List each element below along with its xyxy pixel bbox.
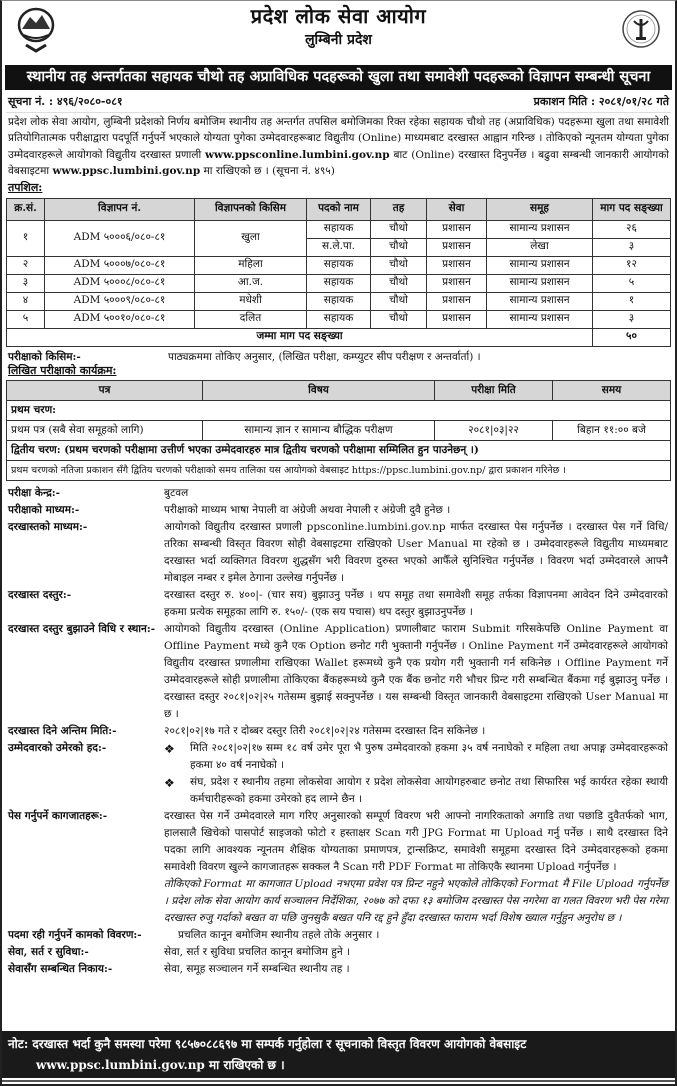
exam-medium-row — [6, 502, 671, 519]
documents-text: दरखास्त पेस गर्ने उम्मेदवारले माग गरिए अनुसारको सम्पूर्ण विवरण भरी आफ्नो नागरिकताको अगाडि तथा पछाडि दुवैतर्फको भाग, हालसालै खिचेको पासपोर्ट साइजको फोटो र हस्ताक्षर Scan गरी JPG Format मा Upload गर्नु पर्नेछ । साथै दरखास्त दिने पदका लागि आवश्यक न्यूनतम शैक्षिक योग्यताका प्रमाणपत्र, ट्रान्सक्रिप्ट, समावेशी समूहमा दरखास्त दिने उम्मेदवारहरूको हकमा समावेशी विवरण खुल्ने कागजातहरू सक्कल नै Scan गरी PDF Format मा तोकिएकै स्थानमा Upload गर्नुपर्नेछ । — [164, 810, 668, 874]
table-header-row — [7, 381, 671, 401]
application-medium-value: आयोगको विद्युतीय दरखास्त प्रणाली ppsconline.lumbini.gov.np मार्फत दरखास्त पेस गर्नुपर्नेछ । दरखास्त पेस गर्ने विधि/तरिका सम्बन्धी विस्तृत विवरण सोही वेबसाइटमा राखिएको User Manual मा रहेको छ । उम्मेदवारहरूले विद्युतीय माध्यमबाट दरखास्त भर्दा व्यक्तिगत विवरण शुद्धसँग भरी विवरण दुरुस्त भएको आफैँले सुनिश्चित गर्नुपर्नेछ । विवरण भर्दा उम्मेदवारले आफ्नै मोबाइल नम्बर र इमेल ठेगाना उल्लेख गर्नुपर्नेछ । — [164, 521, 668, 585]
documents-row — [6, 808, 671, 927]
age-limit-bullet: मिति २०८१|०२|१७ सम्म १८ वर्ष उमेर पूरा भै पुरुष उम्मेदवारको हकमा ३५ वर्ष ननाघेको र महिला तथा अपाङ्ग उम्मेदवारहरूको हकमा ४० वर्ष ननाघेको । — [190, 742, 668, 772]
intro-text: बाट (Online) दरखास्त दिनुपर्नेछ । बढुवा सम्बन्धी जानकारी आयोगको वेबसाइटमा — [8, 148, 669, 177]
footer-line-1: नोट: दरखास्त भर्दा कुनै समस्या परेमा ९८५७०८८६९७ मा सम्पर्क गर्नुहोला र सूचनाको विस्तृत विवरण आयोगको वेबसाइट — [8, 1037, 527, 1052]
cell-level: चौथो — [371, 220, 427, 238]
deadline-label: दरखास्त दिने अन्तिम मिति:- — [8, 725, 117, 738]
cell-group: सामान्य प्रशासन — [487, 274, 593, 292]
cell-post: सहायक — [307, 310, 371, 328]
col-service: सेवा — [427, 198, 487, 220]
exam-center-label: परीक्षा केन्द्र:- — [8, 487, 60, 500]
col-exam-date: परीक्षा मिति — [435, 381, 553, 401]
cell-group: सामान्य प्रशासन — [487, 220, 593, 238]
age-limit-row — [6, 740, 671, 808]
cell-ad-no: ADM ५००१०/०८०-८१ — [45, 310, 195, 328]
vacancy-table — [6, 198, 671, 347]
fee-payment-row — [6, 621, 671, 723]
nepal-emblem-icon — [16, 5, 56, 55]
second-stage-row — [7, 441, 671, 461]
documents-note: तोकिएको Format मा कागजात Upload नभएमा प्रवेश पत्र प्रिन्ट नहुने भएकोले तोकिएको Format मै File Upload गर्नुपर्नेछ । प्रदेश लोक सेवा आयोग कार्य सञ्चालन निर्देशिका, २०७७ को दफा १३ बमोजिम दरखास्त पेस नगरेमा वा गलत विवरण भरी पेस गरेमा दरखास्त रुजु गर्दाको बखत वा पछि जुनसुकै बखत पनि रद्द हुने हुँदा दरखास्त फाराम भर्दा विशेष ख्याल गर्नुहुन अनुरोध छ । — [164, 878, 668, 925]
service-terms-label: सेवा, सर्त र सुविधा:- — [8, 946, 89, 959]
cell-level: चौथो — [371, 292, 427, 310]
total-label: जम्मा माग पद सङ्ख्या — [7, 328, 593, 346]
cell-count: १२ — [593, 256, 671, 274]
exam-center-value: बुटवल — [164, 487, 189, 500]
related-body-row — [6, 961, 671, 978]
related-body-value: सेवा, समूह सञ्चालन गर्ने सम्बन्धित स्थानीय तह । — [164, 963, 350, 976]
deadline-row — [6, 723, 671, 740]
related-body-label: सेवासँग सम्बन्धित निकाय:- — [8, 963, 113, 976]
written-schedule-label: लिखित परीक्षाको कार्यक्रम: — [8, 364, 117, 378]
documents-value — [164, 808, 671, 927]
cell-time: बिहान ११:०० बजे — [553, 421, 671, 441]
online-portal-link[interactable]: www.ppsconline.lumbini.gov.np — [205, 148, 390, 161]
first-stage-label: प्रथम चरण: — [7, 401, 671, 421]
total-row — [7, 328, 671, 346]
col-group: समूह — [487, 198, 593, 220]
cell-type: मधेशी — [195, 292, 307, 310]
cell-count: ३ — [593, 238, 671, 256]
cell-post: स.ले.पा. — [307, 238, 371, 256]
cell-count: २६ — [593, 220, 671, 238]
col-subject: विषय — [203, 381, 435, 401]
cell-service: प्रशासन — [427, 256, 487, 274]
age-limit-list — [164, 740, 671, 808]
cell-level: चौथो — [371, 238, 427, 256]
cell-service: प्रशासन — [427, 274, 487, 292]
cell-type: महिला — [195, 256, 307, 274]
table-row — [7, 256, 671, 274]
age-limit-bullet: संघ, प्रदेश र स्थानीय तहमा लोकसेवा आयोग र प्रदेश लोकसेवा आयोगहरुबाट छनोट तथा सिफारिस भई कार्यरत रहेका स्थायी कर्मचारीहरूको हकमा उमेरको हद लाग्ने छैन । — [190, 776, 668, 806]
commission-seal-icon — [621, 7, 661, 51]
cell-level: चौथो — [371, 256, 427, 274]
exam-center-row — [6, 485, 671, 502]
page-title: प्रदेश लोक सेवा आयोग — [250, 4, 427, 28]
cell-type: खुला — [195, 220, 307, 256]
age-limit-label: उम्मेदवारको उमेरको हद:- — [8, 742, 107, 755]
cell-sn: २ — [7, 256, 45, 274]
header — [6, 1, 671, 63]
table-row — [7, 310, 671, 328]
cell-service: प्रशासन — [427, 292, 487, 310]
intro-text: प्रदेश लोक सेवा आयोग, लुम्बिनी प्रदेशको निर्णय बमोजिम स्थानीय तह अन्तर्गत तपसिल बमोजिमका रिक्त रहेका सहायक चौथो तह (अप्राविधिक) पदहरूमा खुला तथा समावेशी प्रतियोगितात्मक परीक्षाद्वारा पदपूर्ति गर्नुपर्ने भएकाले योग्यता पुगेका उम्मेदवारहरूबाट विद्युतीय (Online) माध्यमबाट दरखास्त आह्वान गरिन्छ । तोकिएको न्यूनतम योग्यता पुगेका उम्मेदवारहरूले आयोगको विद्युतीय दरखास्त प्रणाली — [8, 116, 669, 161]
cell-sn: ४ — [7, 292, 45, 310]
footer-line-2[interactable]: www.ppsc.lumbini.gov.np मा राखिएको छ । — [36, 1057, 285, 1072]
table-row — [7, 220, 671, 238]
cell-post: सहायक — [307, 256, 371, 274]
fee-payment-label: दरखास्त दस्तुर बुझाउने विधि र स्थान:- — [8, 623, 156, 636]
cell-level: चौथो — [371, 274, 427, 292]
col-post: पदको नाम — [307, 198, 371, 220]
diamond-bullet-icon: ❖ — [164, 776, 175, 791]
cell-group: सामान्य प्रशासन — [487, 310, 593, 328]
cell-service: प्रशासन — [427, 220, 487, 238]
exam-type-row — [6, 351, 671, 365]
info-section — [6, 485, 671, 978]
exam-medium-value: परीक्षाको माध्यम भाषा नेपाली वा अंग्रेजी अथवा नेपाली र अंग्रेजी दुवै हुनेछ । — [164, 504, 451, 517]
col-ad-type: विज्ञापनको किसिम — [195, 198, 307, 220]
cell-level: चौथो — [371, 310, 427, 328]
website-link[interactable]: www.ppsc.lumbini.gov.np — [52, 164, 201, 177]
col-paper: पत्र — [7, 381, 203, 401]
application-medium-row — [6, 519, 671, 587]
second-stage-note: प्रथम चरणको नतिजा प्रकाशन सँगै द्वितिय चरणको परीक्षाको समय तालिका यस आयोगको वेबसाइट https://ppsc.lumbini.gov.np/ द्वारा प्रकाशन गरिनेछ । — [7, 461, 671, 481]
application-fee-label: दरखास्त दस्तुर:- — [8, 589, 72, 602]
second-stage-note-row — [7, 461, 671, 481]
documents-label: पेस गर्नुपर्ने कागजातहरू:- — [8, 810, 108, 823]
notice-meta — [6, 93, 671, 113]
cell-count: ३ — [593, 310, 671, 328]
job-description-row — [6, 927, 671, 944]
cell-ad-no: ADM ५०००९/०८०-८१ — [45, 292, 195, 310]
list-item — [164, 740, 668, 774]
cell-sn: ३ — [7, 274, 45, 292]
details-label: तपशिल: — [8, 181, 43, 195]
application-fee-row — [6, 587, 671, 621]
service-terms-value: सेवा, सर्त र सुविधा प्रचलित कानून बमोजिम हुने । — [164, 946, 350, 959]
publish-date: प्रकाशन मिति : २०८१/०१/२८ गते — [533, 94, 669, 108]
fee-payment-value: आयोगको विद्युतीय दरखास्त (Online Application) प्रणालीबाट फाराम Submit गरिसकेपछि Online Payment वा Offline Payment मध्ये कुनै एक Option छनोट गरी भुक्तानी गर्नुपर्नेछ । Online Payment गर्ने उम्मेदवारहरूले आयोगको विद्युतीय दरखास्त प्रणालीमा राखिएका Wallet हरूमध्ये कुनै एक प्रयोग गरी भुक्तानी गर्न सकिनेछ । Offline Payment गर्ने उम्मेदवारहरूले सोही प्रणालीमा तोकिएका बैंकहरूमध्ये कुनै एक बैंक छनोट गरी भौचर प्रिन्ट गरी सम्बन्धित बैंकमा गई बुझाउनु पर्नेछ । दरखास्त दस्तुर २०८१|०२|२५ गतेसम्म बुझाई सक्नुपर्नेछ । यस सम्बन्धी विस्तृत जानकारी वेबसाइटमा राखिएको User Manual मा छ । — [164, 623, 668, 721]
table-row — [7, 421, 671, 441]
service-terms-row — [6, 944, 671, 961]
job-description-label: पदमा रही गर्नुपर्ने कामको विवरण:- — [8, 929, 142, 942]
cell-service: प्रशासन — [427, 310, 487, 328]
cell-post: सहायक — [307, 274, 371, 292]
cell-post: सहायक — [307, 292, 371, 310]
cell-type: आ.ज. — [195, 274, 307, 292]
notice-banner: स्थानीय तह अन्तर्गतका सहायक चौथो तह अप्राविधिक पदहरूको खुला तथा समावेशी पदहरूको विज्ञापन सम्बन्धी सूचना — [5, 65, 672, 90]
application-fee-value: दरखास्त दस्तुर रु. ४००|- (चार सय) बुझाउनु पर्नेछ । थप समूह तथा समावेशी समूह तर्फका विज्ञापनमा आवेदन दिने उम्मेदवारको हकमा प्रत्येक समूहका लागि रु. १५०/- (एक सय पचास) थप दस्तुर बुझाउनुपर्नेछ । — [164, 589, 668, 619]
cell-ad-no: ADM ५०००६/०८०-८१ — [45, 220, 195, 256]
table-row — [7, 274, 671, 292]
cell-group: लेखा — [487, 238, 593, 256]
cell-type: दलित — [195, 310, 307, 328]
list-item — [164, 774, 668, 808]
exam-type-value: पाठ्यक्रममा तोकिए अनुसार, (लिखित परीक्षा, कम्प्युटर सीप परीक्षण र अन्तर्वार्ता) । — [168, 350, 481, 363]
cell-paper: प्रथम पत्र (सबै सेवा समूहको लागि) — [7, 421, 203, 441]
intro-text: मा राखिएको छ । (सूचना नं. ४९५) — [200, 164, 335, 177]
cell-service: प्रशासन — [427, 238, 487, 256]
table-row — [7, 292, 671, 310]
first-stage-row — [7, 401, 671, 421]
cell-group: सामान्य प्रशासन — [487, 292, 593, 310]
footer-note — [2, 1031, 675, 1078]
col-count: माग पद सङ्ख्या — [593, 198, 671, 220]
application-medium-label: दरखास्तको माध्यम:- — [8, 521, 88, 534]
cell-post: सहायक — [307, 220, 371, 238]
cell-ad-no: ADM ५०००८/०८०-८१ — [45, 274, 195, 292]
deadline-value: २०८१|०२|१७ गते र दोब्बर दस्तुर तिरी २०८१|०२|२४ गतेसम्म दरखास्त दिन सकिनेछ । — [164, 725, 486, 738]
page-subtitle: लुम्बिनी प्रदेश — [305, 32, 372, 48]
job-description-value: प्रचलित कानून बमोजिम स्थानीय तहले तोके अनुसार । — [178, 929, 380, 942]
cell-date: २०८१|०३|२२ — [435, 421, 553, 441]
cell-sn: ५ — [7, 310, 45, 328]
total-value: ५० — [593, 328, 671, 346]
cell-sn: १ — [7, 220, 45, 256]
col-sn: क्र.सं. — [7, 198, 45, 220]
schedule-table — [6, 380, 671, 481]
bottom-divider — [2, 1080, 675, 1082]
cell-count: १ — [593, 292, 671, 310]
second-stage-label: द्वितीय चरण: (प्रथम चरणको परीक्षामा उत्तीर्ण भएका उम्मेदवारहरु मात्र द्वितीय चरणको परीक्षामा सम्मिलित हुन पाउनेछन् ।) — [7, 441, 671, 461]
col-time: समय — [553, 381, 671, 401]
cell-subject: सामान्य ज्ञान र सामान्य बौद्धिक परीक्षण — [203, 421, 435, 441]
table-header-row — [7, 198, 671, 220]
col-level: तह — [371, 198, 427, 220]
cell-group: सामान्य प्रशासन — [487, 256, 593, 274]
notice-number: सूचना नं. : ४९६/२०८०-०८१ — [8, 94, 123, 108]
exam-type-label: परीक्षाको किसिम:- — [8, 350, 81, 363]
col-ad-no: विज्ञापन नं. — [45, 198, 195, 220]
intro-paragraph — [6, 113, 671, 180]
cell-ad-no: ADM ५०००७/०८०-८१ — [45, 256, 195, 274]
diamond-bullet-icon: ❖ — [164, 742, 175, 757]
exam-medium-label: परीक्षाको माध्यम:- — [8, 504, 80, 517]
cell-count: ५ — [593, 274, 671, 292]
